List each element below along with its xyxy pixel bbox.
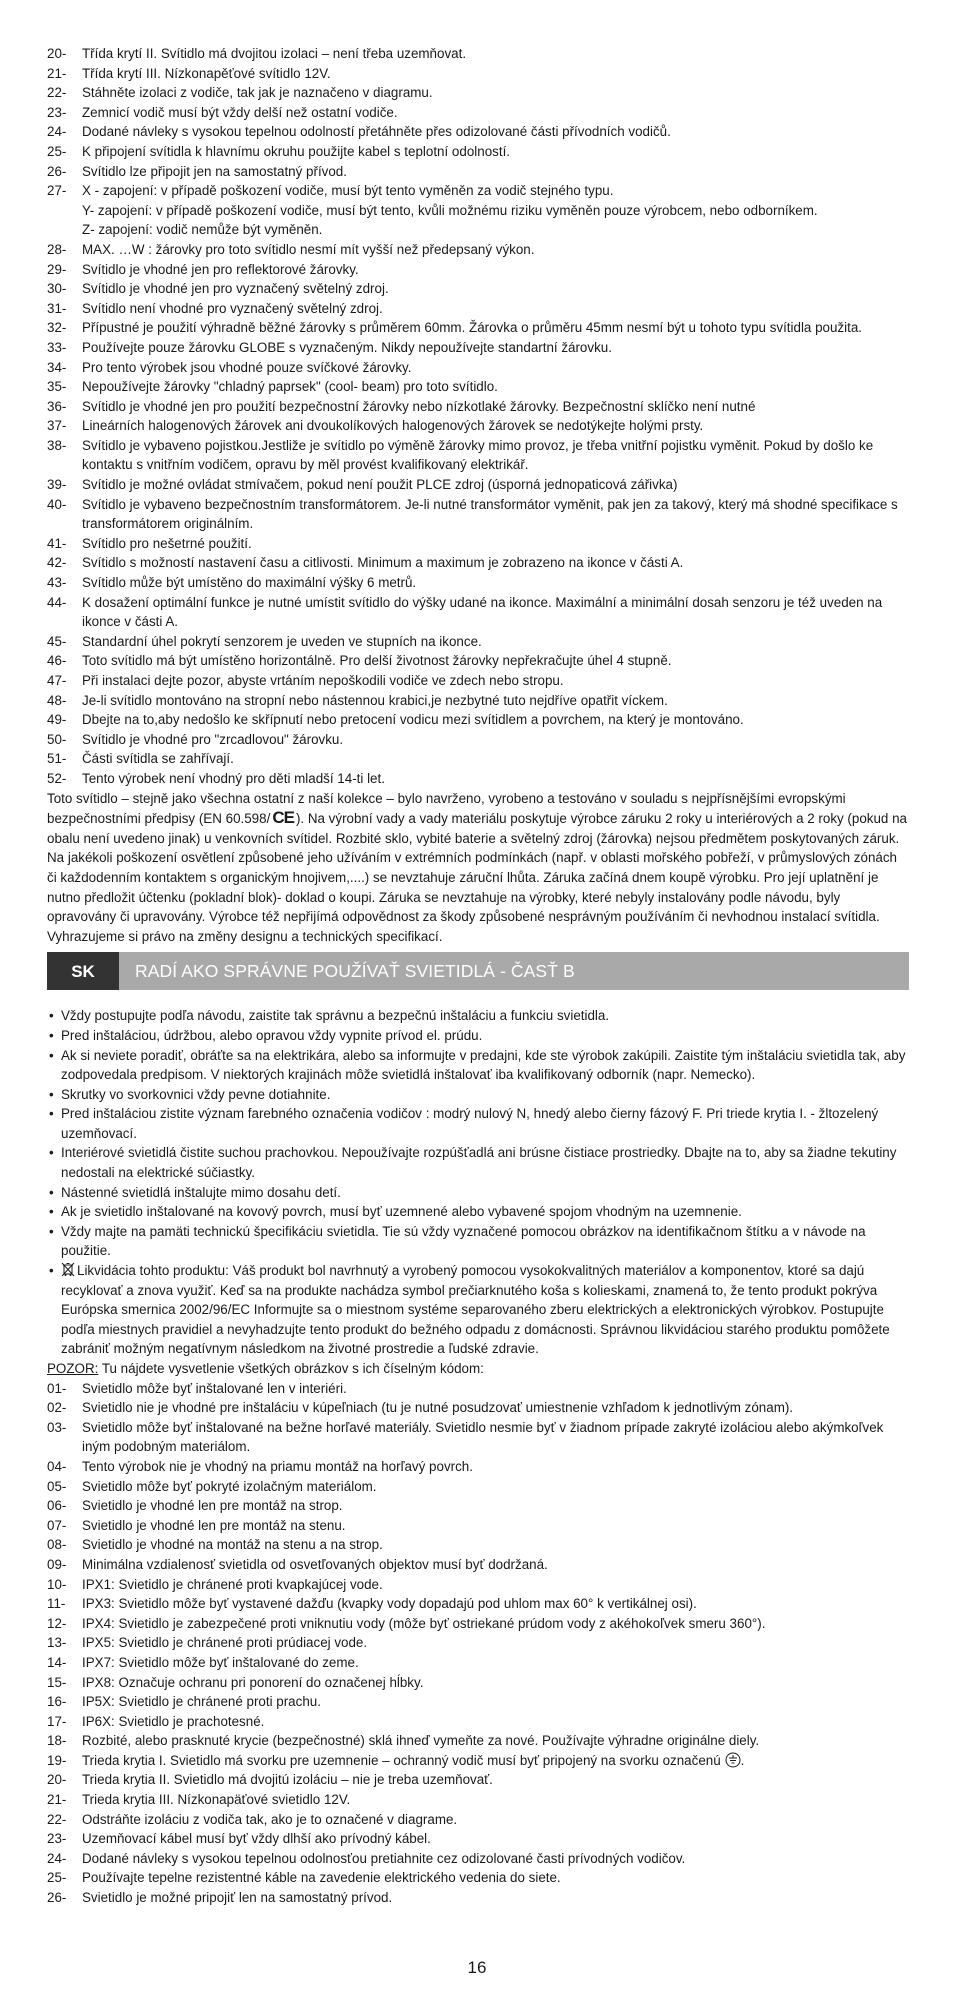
- item-text: Z- zapojení: vodič nemůže být vyměněn.: [82, 222, 323, 238]
- list-item: [47, 534, 909, 554]
- item-number: 25-: [47, 143, 67, 159]
- list-item: [47, 1673, 909, 1693]
- bullet-mark: •: [49, 1008, 54, 1024]
- list-item: [47, 1398, 909, 1418]
- item-number: 51-: [47, 751, 67, 767]
- item-number: 37-: [47, 418, 67, 434]
- item-number: 25-: [47, 1870, 67, 1886]
- item-text: Trieda krytia II. Svietidlo má dvojitú izoláciu – nie je treba uzemňovať.: [82, 1772, 493, 1788]
- list-item: [47, 553, 909, 573]
- item-number: 40-: [47, 496, 67, 512]
- list-item: [47, 240, 909, 260]
- list-item: [47, 181, 909, 240]
- list-item: [47, 436, 909, 475]
- sk-bullet-list: [47, 1006, 909, 1261]
- item-text: Svítidlo je vhodné jen pro použití bezpečnostní žárovky nebo nízkotlaké žárovky. Bezpečnostní sklíčko není nutné: [82, 398, 756, 414]
- bullet-item: [47, 1046, 909, 1085]
- bullet-text: Interiérové svietidlá čistite suchou prachovkou. Nepoužívajte rozpúšťadlá ani brúsne čistiace prostriedky. Dbajte na to, aby sa žiadne tekutiny nedostali na elektrické súčiastky.: [61, 1145, 897, 1181]
- note-label: POZOR:: [47, 1361, 99, 1376]
- item-number: 23-: [47, 1831, 67, 1847]
- item-text: Svietidlo môže byť inštalované na bežne horľavé materiály. Svietidlo nesmie byť v žiadnom prípade zakryté izoláciou alebo akýmkoľvek iným podobným materiálom.: [82, 1419, 884, 1455]
- item-text: Používajte tepelne rezistentné káble na zavedenie elektrického vedenia do siete.: [82, 1870, 561, 1886]
- list-item: [47, 318, 909, 338]
- item-number: 24-: [47, 124, 67, 140]
- item-number: 52-: [47, 770, 67, 786]
- list-item: [47, 573, 909, 593]
- item-number: 05-: [47, 1478, 67, 1494]
- list-item: [47, 651, 909, 671]
- item-text: Svietidlo nie je vhodné pre inštaláciu v kúpeľniach (tu je nutné posudzovať umiestnenie vzhľadom k jednotlivým zónam).: [82, 1400, 794, 1416]
- item-number: 50-: [47, 731, 67, 747]
- item-text: Svietidlo môže byť inštalované len v interiéri.: [82, 1380, 347, 1396]
- item-number: 43-: [47, 575, 67, 591]
- list-item: [47, 416, 909, 436]
- warranty-text: [47, 789, 909, 927]
- item-text: Svítidlo může být umístěno do maximální výšky 6 metrů.: [82, 575, 417, 591]
- item-text: Uzemňovací kábel musí byť vždy dlhší ako prívodný kábel.: [82, 1831, 431, 1847]
- item-text: Rozbité, alebo prasknuté krycie (bezpečnostné) sklá ihneď vymeňte za nové. Používajte výhradne originálne diely.: [82, 1733, 760, 1749]
- disposal-text: Likvidácia tohto produktu: Váš produkt bol navrhnutý a vyrobený pomocou vysokokvalitných materiálov a komponentov, ktoré sa dajú recyklovať a znova využiť. Keď sa na produkte nachádza symbol prečiarknutého koša s kolieskami, znamená to, že tento produkt pokrýva Európska smernica 2002/96/EC Informujte sa o miestnom systéme separovaného zberu elektrických a elektronických výrobkov. Postupujte podľa miestnych pravidiel a nevyhadzujte tento produkt do bežného odpadu z domácnosti. Správnou likvidáciou starého produktu pomôžete zabrániť možným negatívnym následkom na životné prostredie a ľudské zdravie.: [61, 1263, 890, 1357]
- list-item: [47, 1731, 909, 1751]
- bullet-text: Pred inštaláciou zistite význam farebného označenia vodičov : modrý nulový N, hnedý alebo čierny fázový F. Pri triede krytia I. - žltozelený uzemňovací.: [61, 1106, 879, 1141]
- bullet-item: [47, 1183, 909, 1203]
- list-item: [47, 299, 909, 319]
- item-number: 26-: [47, 1890, 67, 1906]
- item-text: Je-li svítidlo montováno na stropní nebo nástennou krabici,je nezbytné tuto nejdříve opatřit víckem.: [82, 692, 668, 708]
- list-item: [47, 769, 909, 789]
- bullet-mark: •: [49, 1263, 54, 1279]
- item-number: 27-: [47, 183, 67, 199]
- list-item: [47, 632, 909, 652]
- item-text: Dodané návleky s vysokou tepelnou odolností přetáhněte přes odizolované části přívodních vodičů.: [82, 124, 671, 140]
- item-text: Části svítidla se zahřívají.: [82, 751, 234, 767]
- list-item: [47, 1849, 909, 1869]
- item-number: 42-: [47, 555, 67, 571]
- item-text: Svítidlo není vhodné pro vyznačený světelný zdroj.: [82, 300, 383, 316]
- item-number: 26-: [47, 163, 67, 179]
- bullet-item: [47, 1026, 909, 1046]
- item-number: 29-: [47, 261, 67, 277]
- item-text: IPX4: Svietidlo je zabezpečené proti vniknutiu vody (môže byť ostriekané prúdom vody z akéhokoľvek smeru 360°).: [82, 1615, 766, 1631]
- crossed-bin-icon: [61, 1262, 75, 1277]
- item-text: IP5X: Svietidlo je chránené proti prachu.: [82, 1694, 321, 1710]
- item-text: Nepoužívejte žárovky "chladný paprsek" (cool- beam) pro toto svítidlo.: [82, 379, 498, 395]
- item-text: Třída krytí II. Svítidlo má dvojitou izolaci – není třeba uzemňovat.: [82, 46, 467, 61]
- list-item: [47, 671, 909, 691]
- item-number: 48-: [47, 692, 67, 708]
- bullet-text: Skrutky vo svorkovnici vždy pevne dotiahnite.: [61, 1086, 331, 1102]
- item-text: Tento výrobok nie je vhodný na priamu montáž na horľavý povrch.: [82, 1458, 473, 1474]
- bullet-text: Nástenné svietidlá inštalujte mimo dosahu detí.: [61, 1184, 341, 1200]
- item-text: IP6X: Svietidlo je prachotesné.: [82, 1713, 265, 1729]
- item-number: 34-: [47, 359, 67, 375]
- item-number: 31-: [47, 300, 67, 316]
- bullet-text: Vždy majte na pamäti technickú špecifikáciu svietidla. Tie sú vždy vyznačené pomocou obrázkov na identifikačnom štítku a v návode na použitie.: [61, 1223, 866, 1259]
- sk-numbered-list: [47, 1379, 909, 1908]
- item-number: 16-: [47, 1694, 67, 1710]
- list-item: [47, 1457, 909, 1477]
- bullet-mark: •: [49, 1223, 54, 1239]
- list-item: [47, 1575, 909, 1595]
- protective-earth-icon: [725, 1752, 741, 1768]
- item-text: Přípustné je použití výhradně běžné žárovky s průměrem 60mm. Žárovka o průměru 45mm nesmí být u tohoto typu svítidla použita.: [82, 320, 862, 336]
- list-item: [47, 1418, 909, 1457]
- item-text: Svítidlo je vybaveno bezpečnostním transformátorem. Je-li nutné transformátor vyměnit, pak jen za takový, který má shodné specifikace s transformátorem originálním.: [82, 496, 898, 532]
- item-text: Dodané návleky s vysokou tepelnou odolnosťou pretiahnite cez odizolované časti prívodných vodičov.: [82, 1850, 686, 1866]
- item-number: 11-: [47, 1596, 66, 1612]
- item-number: 17-: [47, 1713, 67, 1729]
- list-item: [47, 358, 909, 378]
- list-item: [47, 1496, 909, 1516]
- bullet-mark: •: [49, 1106, 54, 1122]
- item-number: 03-: [47, 1419, 67, 1435]
- item-number: 24-: [47, 1850, 67, 1866]
- bullet-text: Ak si neviete poradiť, obráťte sa na elektrikára, alebo sa informujte v predajni, kde ste výrobok zakúpili. Zaistite tým inštaláciu svietidla tak, aby zodpovedala predpisom. V niektorých krajinách môže svietidlá inštalovať iba kvalifikovaný odborník (napr. Nemecko).: [61, 1047, 906, 1083]
- list-item: [47, 279, 909, 299]
- item-text: Svietidlo je vhodné len pre montáž na strop.: [82, 1498, 343, 1514]
- bullet-item: [47, 1202, 909, 1222]
- list-item: [47, 1888, 909, 1908]
- item-number: 30-: [47, 281, 67, 297]
- item-text: Svítidlo s možností nastavení času a citlivosti. Minimum a maximum je zobrazeno na ikonce v části A.: [82, 555, 684, 571]
- bullet-text: Vždy postupujte podľa návodu, zaistite tak správnu a bezpečnú inštaláciu a funkciu svietidla.: [61, 1008, 610, 1024]
- bullet-mark: •: [49, 1145, 54, 1161]
- item-number: 20-: [47, 1772, 67, 1788]
- section-title: RADÍ AKO SPRÁVNE POUŽÍVAŤ SVIETIDLÁ - ČASŤ B: [135, 960, 575, 981]
- item-number: 38-: [47, 437, 67, 453]
- item-text: Svietidlo je možné pripojiť len na samostatný prívod.: [82, 1890, 393, 1906]
- item-number: 21-: [47, 65, 67, 81]
- item-text: Svietidlo je vhodné na montáž na stenu a na strop.: [82, 1537, 383, 1553]
- item-number: 39-: [47, 477, 67, 493]
- item-number: 12-: [47, 1615, 67, 1631]
- item-text: Trieda krytia III. Nízkonapäťové svietidlo 12V.: [82, 1792, 351, 1808]
- item-number: 01-: [47, 1380, 67, 1396]
- item-number: 21-: [47, 1792, 67, 1808]
- list-item: [47, 1516, 909, 1536]
- list-item: [47, 1535, 909, 1555]
- list-item: [47, 64, 909, 84]
- list-item: [47, 1790, 909, 1810]
- bullet-text: Ak je svietidlo inštalované na kovový povrch, musí byť uzemnené alebo vybavené spojom vhodným na uzemnenie.: [61, 1204, 742, 1220]
- item-number: 45-: [47, 633, 67, 649]
- item-text: Svítidlo je vhodné jen pro vyznačený světelný zdroj.: [82, 281, 389, 297]
- item-text: Dbejte na to,aby nedošlo ke skřípnutí nebo pretocení vodicu mezi svítidlem a povrchem, na který je montováno.: [82, 712, 744, 728]
- list-item: [47, 397, 909, 417]
- list-item: [47, 1477, 909, 1497]
- bullet-mark: •: [49, 1184, 54, 1200]
- item-text: Odstráňte izoláciu z vodiča tak, ako je to označené v diagrame.: [82, 1811, 458, 1827]
- item-text: Toto svítidlo má být umístěno horizontálně. Pro delší životnost žárovky nepřekračujte úhel 4 stupně.: [82, 653, 672, 669]
- item-text: Svietidlo môže byť pokryté izolačným materiálom.: [82, 1478, 377, 1494]
- item-text: IPX1: Svietidlo je chránené proti kvapkajúcej vode.: [82, 1576, 383, 1592]
- item-text: K připojení svítidla k hlavnímu okruhu použijte kabel s teplotní odolností.: [82, 143, 511, 159]
- language-code-badge: SK: [47, 952, 119, 990]
- item-text: MAX. …W : žárovky pro toto svítidlo nesmí mít vyšší než předepsaný výkon.: [82, 241, 535, 257]
- list-item: [47, 122, 909, 142]
- item-number: 46-: [47, 653, 67, 669]
- list-item: [47, 475, 909, 495]
- bullet-item: [47, 1222, 909, 1261]
- rights-reserved-text: Vyhrazujeme si právo na změny designu a technických specifikací.: [47, 928, 443, 944]
- page-number: 16: [467, 1958, 487, 1977]
- manual-page: [47, 44, 909, 1908]
- item-number: 35-: [47, 379, 67, 395]
- bullet-item: [47, 1006, 909, 1026]
- list-item: [47, 1692, 909, 1712]
- list-item: [47, 1633, 909, 1653]
- item-text: Svítidlo lze připojit jen na samostatný přívod.: [82, 163, 347, 179]
- bullet-item: [47, 1104, 909, 1143]
- item-number: 41-: [47, 535, 67, 551]
- list-item: [47, 691, 909, 711]
- list-item: [47, 1810, 909, 1830]
- item-text: X - zapojení: v případě poškození vodiče, musí být tento vyměněn za vodič stejného typu.: [82, 183, 614, 199]
- list-item: [47, 1868, 909, 1888]
- list-item: [47, 103, 909, 123]
- list-item: [47, 260, 909, 280]
- item-text: Svítidlo je možné ovládat stmívačem, pokud není použit PLCE zdroj (úsporná jednopaticová zářivka): [82, 477, 678, 493]
- item-text: IPX5: Svietidlo je chránené proti prúdiacej vode.: [82, 1635, 368, 1651]
- item-number: 49-: [47, 712, 67, 728]
- item-number: 32-: [47, 320, 67, 336]
- list-item: [47, 730, 909, 750]
- item-number: 15-: [47, 1674, 67, 1690]
- list-item: [47, 1653, 909, 1673]
- item-number: 47-: [47, 673, 67, 688]
- list-item: [47, 1751, 909, 1771]
- list-item: [47, 1594, 909, 1614]
- bullet-mark: •: [49, 1204, 54, 1220]
- item-text: Zemnicí vodič musí být vždy delší než ostatní vodiče.: [82, 104, 398, 120]
- item-text: Minimálna vzdialenosť svietidla od osvetľovaných objektov musí byť dodržaná.: [82, 1556, 548, 1572]
- list-item: [47, 1379, 909, 1399]
- bullet-item: [47, 1085, 909, 1105]
- list-item: [47, 44, 909, 64]
- item-text: Trieda krytia I. Svietidlo má svorku pre uzemnenie – ochranný vodič musí byť pripojený na svorku označenú: [82, 1752, 721, 1768]
- list-item: [47, 377, 909, 397]
- item-text: IPX8: Označuje ochranu pri ponorení do označenej hĺbky.: [82, 1674, 424, 1690]
- warranty-text-part: Toto svítidlo – stejně jako všechna ostatní z naší kolekce – bylo navrženo, vyrobeno a testováno v souladu s nejpřísnějšími evropskými bezpečnostními předpisy (EN 60.598/: [47, 790, 846, 827]
- item-number: 19-: [47, 1752, 67, 1768]
- section-header-band: [47, 952, 909, 990]
- item-number: 13-: [47, 1635, 67, 1651]
- list-item: [47, 710, 909, 730]
- item-number: 36-: [47, 398, 67, 414]
- list-item: [47, 1614, 909, 1634]
- list-item: [47, 1712, 909, 1732]
- ce-mark-icon: CE: [272, 808, 294, 828]
- item-number: 22-: [47, 1811, 67, 1827]
- list-item: [47, 1829, 909, 1849]
- list-item: [47, 593, 909, 632]
- item-number: 44-: [47, 594, 67, 610]
- bullet-text: Pred inštaláciou, údržbou, alebo opravou vždy vypnite prívod el. prúdu.: [61, 1027, 483, 1043]
- item-number: 28-: [47, 241, 67, 257]
- item-text: IPX3: Svietidlo môže byť vystavené dažďu (kvapky vody dopadajú pod uhlom max 60° k vertikálnej osi).: [82, 1596, 697, 1612]
- cz-numbered-list: [47, 44, 909, 789]
- item-text: Lineárních halogenových žárovek ani dvoukolíkových halogenových žárovek se nedotýkejte holými prsty.: [82, 418, 704, 434]
- bullet-item: [47, 1143, 909, 1182]
- list-item: [47, 749, 909, 769]
- list-item: [47, 83, 909, 103]
- sk-disposal-list: [47, 1261, 909, 1359]
- item-number: 33-: [47, 339, 67, 355]
- item-number: 07-: [47, 1517, 67, 1533]
- item-text: Při instalaci dejte pozor, abyste vrtáním nepoškodili vodiče ve zdech nebo stropu.: [82, 673, 564, 688]
- item-number: 14-: [47, 1654, 67, 1670]
- item-number: 20-: [47, 46, 67, 61]
- sk-note-line: [47, 1359, 909, 1379]
- item-number: 23-: [47, 104, 67, 120]
- item-text: Stáhněte izolaci z vodiče, tak jak je naznačeno v diagramu.: [82, 85, 433, 101]
- item-text: Svítidlo je vhodné jen pro reflektorové žárovky.: [82, 261, 359, 277]
- bullet-mark: •: [49, 1086, 54, 1102]
- bullet-mark: •: [49, 1027, 54, 1043]
- list-item: [47, 1555, 909, 1575]
- list-item: [47, 495, 909, 534]
- item-number: 04-: [47, 1458, 67, 1474]
- note-text: Tu nájdete vysvetlenie všetkých obrázkov s ich číselným kódom:: [98, 1361, 484, 1376]
- item-number: 10-: [47, 1576, 67, 1592]
- item-text: Svítidlo je vhodné pro "zrcadlovou" žárovku.: [82, 731, 344, 747]
- item-text: Y- zapojení: v případě poškození vodiče, musí být tento, kvůli možnému riziku vyměněn pouze výrobcem, nebo odborníkem.: [82, 202, 818, 218]
- item-text: K dosažení optimální funkce je nutné umístit svítidlo do výšky udané na ikonce. Maximální a minimální dosah senzoru je též uveden na ikonce v části A.: [82, 594, 883, 630]
- item-suffix: .: [740, 1752, 745, 1768]
- item-number: 18-: [47, 1733, 67, 1749]
- item-text: Třída krytí III. Nízkonapěťové svítidlo 12V.: [82, 65, 331, 81]
- item-text: Standardní úhel pokrytí senzorem je uveden ve stupních na ikonce.: [82, 633, 482, 649]
- item-number: 06-: [47, 1498, 67, 1514]
- list-item: [47, 1770, 909, 1790]
- item-text: IPX7: Svietidlo môže byť inštalované do zeme.: [82, 1654, 359, 1670]
- item-text: Svítidlo pro nešetrné použití.: [82, 535, 252, 551]
- item-number: 22-: [47, 85, 67, 101]
- item-number: 09-: [47, 1556, 67, 1572]
- item-text: Tento výrobek není vhodný pro děti mladší 14-ti let.: [82, 770, 385, 786]
- item-text: Svítidlo je vybaveno pojistkou.Jestliže je svítidlo po výměně žárovky mimo provoz, je třeba vnitřní pojistku vyměnit. Pokud by došlo ke kontaktu s vnitřním vodičem, opravu by měl provést kvalifikovaný elektrikář.: [82, 437, 874, 473]
- cz-warranty-paragraph: [47, 789, 909, 947]
- list-item: [47, 142, 909, 162]
- item-text: Používejte pouze žárovku GLOBE s vyznačeným. Nikdy nepoužívejte standartní žárovku.: [82, 339, 612, 355]
- item-text: Svietidlo je vhodné len pre montáž na stenu.: [82, 1517, 346, 1533]
- item-text: Pro tento výrobek jsou vhodné pouze svíčkové žárovky.: [82, 359, 412, 375]
- item-number: 08-: [47, 1537, 67, 1553]
- item-number: 02-: [47, 1400, 67, 1416]
- disposal-bullet: [47, 1261, 909, 1359]
- list-item: [47, 338, 909, 358]
- bullet-mark: •: [49, 1047, 54, 1063]
- list-item: [47, 162, 909, 182]
- warranty-text-part: ). Na výrobní vady a vady materiálu poskytuje výrobce záruku 2 roky u interiérových a 2 roky (pokud na obalu není uvedeno jinak) u venkovních svítidel. Rozbité sklo, vybité baterie a světelný zdroj (žárovka) nejsou předmětem poskytovaných záruk. Na jakékoli poškození osvětlení způsobené jeho užíváním v extrémních podmínkách (např. v oblasti mořského pobřeží, v průmyslových zónách či každodenním kontaktem s organickým hnojivem,....) se nevztahuje záruční lhůta. Záruka začíná dnem koupě výrobku. Pro její uplatnění je nutno předložit účtenku (pokladní blok)- doklad o koupi. Záruka se nevztahuje na výrobky, které nebyly instalovány podle návodu, byly opravovány či upravovány. Výrobce též nepřijímá odpovědnost za škody způsobené nesprávným používáním či nevhodnou instalací svítidla.: [47, 811, 907, 925]
